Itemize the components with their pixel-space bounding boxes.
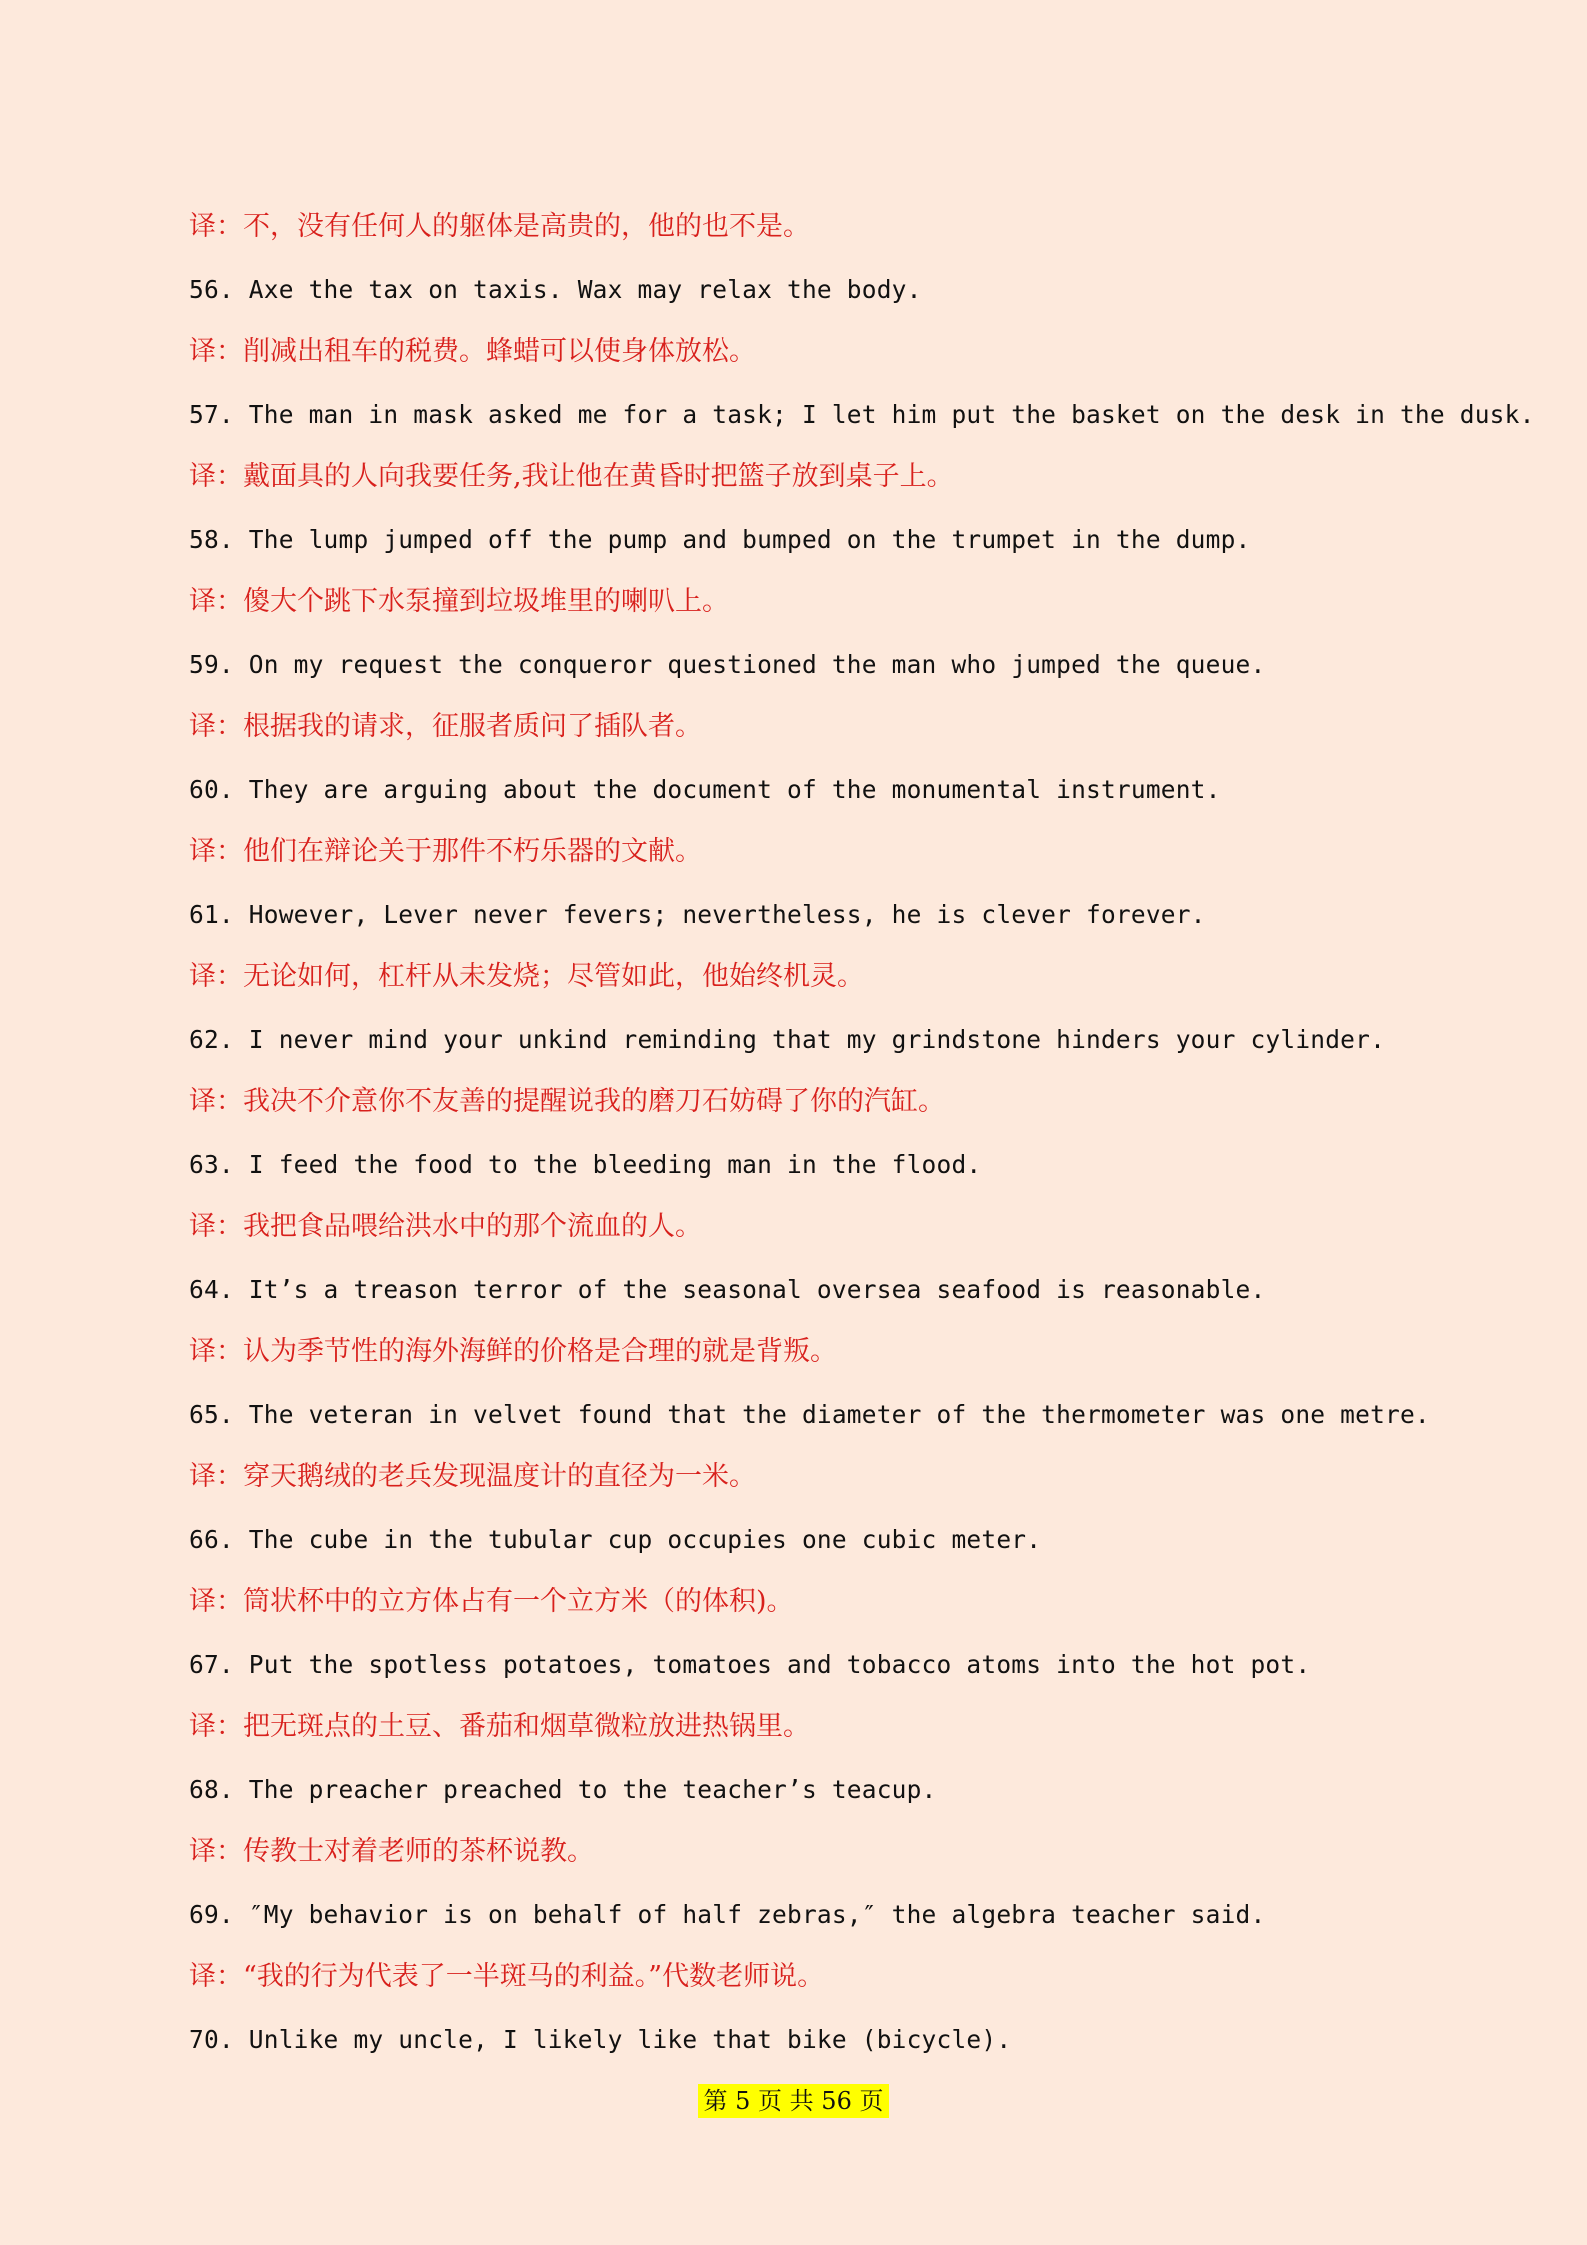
page-footer — [0, 2084, 1587, 2118]
translation-line: 译：认为季节性的海外海鲜的价格是合理的就是背叛。 — [189, 1336, 837, 1367]
translation-line: 译：戴面具的人向我要任务,我让他在黄昏时把篮子放到桌子上。 — [189, 461, 954, 492]
translation-line: 译：根据我的请求，征服者质问了插队者。 — [189, 711, 702, 742]
english-sentence: 67. Put the spotless potatoes, tomatoes and tobacco atoms into the hot pot. — [189, 1649, 1311, 1679]
english-sentence: 58. The lump jumped off the pump and bumped on the trumpet in the dump. — [189, 524, 1251, 554]
english-sentence: 60. They are arguing about the document of the monumental instrument. — [189, 774, 1221, 804]
english-sentence: 66. The cube in the tubular cup occupies one cubic meter. — [189, 1524, 1042, 1554]
translation-line: 译：无论如何，杠杆从未发烧；尽管如此，他始终机灵。 — [189, 961, 864, 992]
translation-line: 译：我把食品喂给洪水中的那个流血的人。 — [189, 1211, 702, 1242]
english-sentence: 69. ″My behavior is on behalf of half zebras,″ the algebra teacher said. — [189, 1899, 1266, 1929]
translation-line: 译：把无斑点的土豆、番茄和烟草微粒放进热锅里。 — [189, 1711, 810, 1742]
english-sentence: 56. Axe the tax on taxis. Wax may relax the body. — [189, 274, 922, 304]
translation-line: 译：傻大个跳下水泵撞到垃圾堆里的喇叭上。 — [189, 586, 729, 617]
translation-line: 译：我决不介意你不友善的提醒说我的磨刀石妨碍了你的汽缸。 — [189, 1086, 945, 1117]
translation-line: 译：“我的行为代表了一半斑马的利益。”代数老师说。 — [189, 1961, 825, 1992]
english-sentence: 59. On my request the conqueror questioned the man who jumped the queue. — [189, 649, 1266, 679]
english-sentence: 63. I feed the food to the bleeding man in the flood. — [189, 1149, 982, 1179]
english-sentence: 65. The veteran in velvet found that the diameter of the thermometer was one metre. — [189, 1399, 1430, 1429]
english-sentence: 62. I never mind your unkind reminding that my grindstone hinders your cylinder. — [189, 1024, 1386, 1054]
translation-line: 译：削减出租车的税费。蜂蜡可以使身体放松。 — [189, 336, 756, 367]
english-sentence: 68. The preacher preached to the teacher’s teacup. — [189, 1774, 937, 1804]
translation-line: 译：筒状杯中的立方体占有一个立方米（的体积)。 — [189, 1586, 794, 1617]
english-sentence: 70. Unlike my uncle, I likely like that bike (bicycle). — [189, 2024, 1012, 2054]
english-sentence: 57. The man in mask asked me for a task; I let him put the basket on the desk in the dusk. — [189, 399, 1535, 429]
english-sentence: 61. However, Lever never fevers; nevertheless, he is clever forever. — [189, 899, 1206, 929]
english-sentence: 64. It’s a treason terror of the seasonal oversea seafood is reasonable. — [189, 1274, 1266, 1304]
translation-line: 译：传教士对着老师的茶杯说教。 — [189, 1836, 594, 1867]
translation-line: 译：穿天鹅绒的老兵发现温度计的直径为一米。 — [189, 1461, 756, 1492]
sentence-list — [189, 196, 1535, 2071]
translation-line: 译：不，没有任何人的躯体是高贵的，他的也不是。 — [189, 211, 810, 242]
page-number: 第 5 页 共 56 页 — [698, 2084, 890, 2118]
translation-line: 译：他们在辩论关于那件不朽乐器的文献。 — [189, 836, 702, 867]
